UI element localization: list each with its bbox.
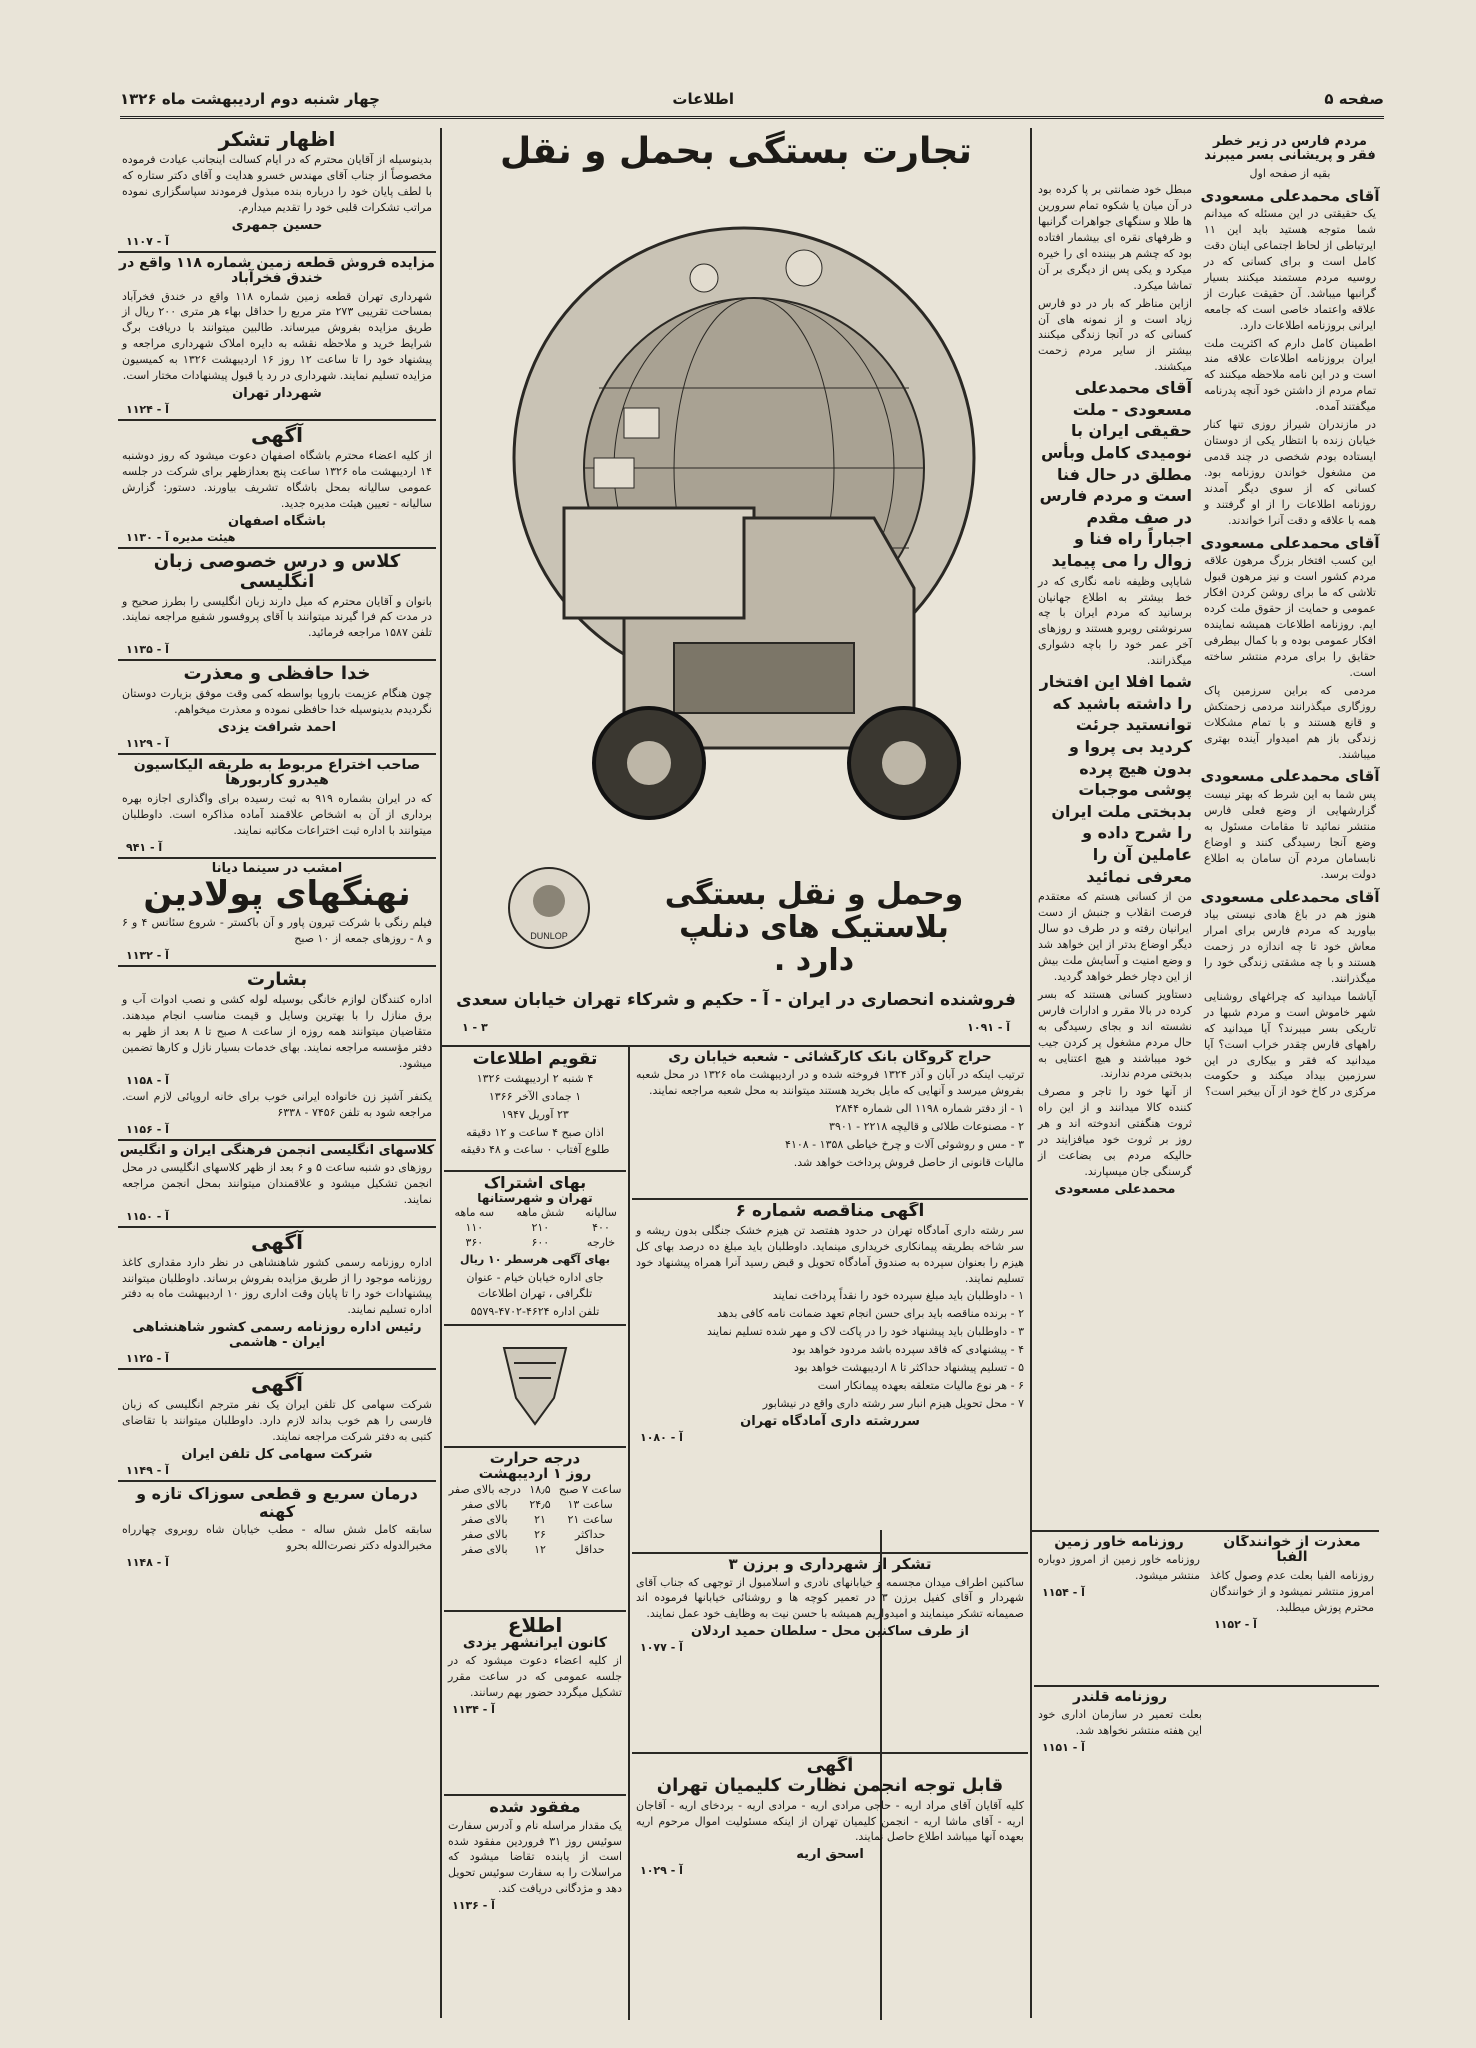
notice-title: روزنامه خاور زمین <box>1054 1535 1184 1550</box>
notice-qalandar <box>1034 1690 1206 1790</box>
subscription-table <box>444 1205 626 1250</box>
ad-reference: آ - ۱۱۳۲ <box>126 949 169 963</box>
notice-kanoon <box>444 1614 626 1796</box>
office-phones: تلفن اداره ۴۶۲۴-۴۷۰۲-۵۵۷۹ <box>470 1304 600 1318</box>
table-cell: بالای صفر <box>461 1542 508 1556</box>
table-cell: ۲۱۰ <box>531 1220 550 1234</box>
notice-body: ساکنین اطراف میدان مجسمه و خیابانهای نادری و اسلامبول از توجهی که جناب آقای شهردار و آقای کفیل برزن ۳ در تعمیر کوچه ها و روشنائی خیابانها فرموده اند صمیمانه تشکر مینمایند و امیدواریم همیشه با حسن نیت به وظایف خود عمل نمایند. <box>636 1575 1024 1621</box>
notice-title: صاحب اختراع مربوط به طریقه الیکاسیون هیدرو کاربورها <box>133 756 421 789</box>
signature: احمد شرافت یزدی <box>217 719 337 735</box>
calendar-row: ۲۳ آوریل ۱۹۴۷ <box>501 1107 569 1121</box>
notice-title: آگهی <box>806 1756 854 1776</box>
notice-body: سابقه کامل شش ساله - مطب خیابان شاه روبروی چهارراه مخبرالدوله دکتر نصرت‌الله بحرو <box>122 1523 432 1553</box>
paragraph: مبطل خود ضمانتی بر پا کرده بود در آن میان یا شکوه تمام سرورین ها طلا و سنگهای جواهرات گرانبها و ظرفهای نقره ای بیشمار افتاده بود که چشم هر بیننده ای را خیره میکرد و یکی پس از دیگری بر آن تماشا میکرد. <box>1038 183 1192 292</box>
list-item: ۲ - مصنوعات طلائی و قالیچه ۲۲۱۸ - ۳۹۰۱ <box>829 1120 1024 1134</box>
ad-tagline: بلاستیک های دنلپ <box>679 910 949 945</box>
ad-reference: آ - ۱۰۲۹ <box>640 1864 683 1878</box>
tender-notice <box>632 1202 1028 1554</box>
notice-title: معذرت از خوانندگان الفبا <box>1223 1535 1361 1566</box>
notice-body: روزهای دو شنبه ساعت ۵ و ۶ بعد از ظهر کلاسهای انگلیسی در محل انجمن تشکیل میشود و علاقمندان میتوانند بمحل انجمن مراجعه نمایند. <box>122 1160 432 1206</box>
dunlop-logo-emblem-icon <box>504 863 594 953</box>
column-divider <box>440 128 442 2018</box>
notice-title: اطلاع <box>507 1614 563 1637</box>
notice-note: مالیات قانونی از حاصل فروش پرداخت خواهد شد. <box>793 1156 1024 1170</box>
paragraph: از آنها خود را تاجر و مصرف کننده کالا میدانند و از این راه ثروت هنگفتی اندوخته اند و هر روز بر ثروت خود میافزایند در حالیکه مردم بی بضاعت از گرسنگی جان میسپارند. <box>1038 1085 1192 1179</box>
notice-title: مزایده فروش قطعه زمین شماره ۱۱۸ واقع در خندق فخرآباد <box>119 254 435 287</box>
table-cell: بالای صفر <box>461 1527 508 1541</box>
temperature-box <box>444 1450 626 1612</box>
lost-notice <box>444 1798 626 2018</box>
ad-tagline: دارد . <box>773 943 855 978</box>
subscription-subtitle: تهران و شهرستانها <box>477 1190 593 1205</box>
kalimian-notice <box>632 1756 1028 2018</box>
notice-body: بدینوسیله از آقایان محترم که در ایام کسالت اینجانب عیادت فرموده مخصوصاً از جناب آقای مهندس خسرو هدایت و آقای دکتر ستاره که با لطف پایان خود را درباره بنده مبذول فرمودند سپاسگزاری نموده مراتب تشکرات قلبی خود را تقدیم میدارم. <box>122 153 432 214</box>
notice-title: درمان سریع و قطعی سوزاک تازه و کهنه <box>136 1484 418 1521</box>
notice-body: شرکت سهامی کل تلفن ایران یک نفر مترجم انگلیسی که زبان فارسی را هم خوب بداند لازم دارد. داوطلبان میتوانند با تقاضای کتبی به دفتر شرکت مراجعه نمایند. <box>122 1398 432 1444</box>
notice-title: آگهی <box>251 1372 303 1397</box>
ad-reference: آ - ۱۱۳۶ <box>452 1899 495 1913</box>
paragraph: ازاین مناظر که بار در دو فارس زیاد است و از نمونه های آن کسانی که در آنجا زندگی میکنند بیشتر از سایر مردم زحمت میکشند. <box>1038 296 1192 374</box>
cinema-title: نهنگهای پولادین <box>143 873 411 914</box>
calendar-title: تقویم اطلاعات <box>472 1050 598 1069</box>
notice-title: اظهار تشکر <box>218 128 336 151</box>
temperature-title: درجه حرارت <box>489 1450 581 1467</box>
notice-body: اداره کنندگان لوازم خانگی بوسیله لوله کشی و نصب ادوات آب و برق منازل را با بهترین وسایل و قیمت مناسب انجام میدهند. متقاضیان میتوانند همه روزه از ساعت ۸ صبح تا ۸ بعد از ظهر به دفتر مؤسسه مراجعه نمایند. بهای خدمات بسیار نازل و کارها تضمین میشود. <box>122 992 432 1070</box>
list-item: ۶ - هر نوع مالیات متعلقه بعهده پیمانکار است <box>817 1379 1024 1393</box>
table-cell: ۱۲ <box>534 1542 546 1556</box>
table-header: سه ماهه <box>454 1205 495 1219</box>
ad-price: بهای آگهی هرسطر ۱۰ ریال <box>460 1252 610 1266</box>
notice-title: مفقود شده <box>489 1798 581 1816</box>
table-cell: بالای صفر <box>461 1497 508 1511</box>
ad-reference: آ - ۱۱۵۲ <box>1214 1617 1257 1631</box>
list-item: ۴ - پیشنهادی که فاقد سپرده باشد مردود خواهد بود <box>791 1343 1024 1357</box>
ad-reference: آ - ۱۱۲۹ <box>126 736 169 750</box>
ad-reference: آ - ۱۱۳۴ <box>452 1703 495 1717</box>
table-cell: ۴۰۰ <box>592 1220 610 1234</box>
brand-wordmark: DUNLOP <box>530 931 568 941</box>
article-farsi-continued <box>1034 180 1196 1525</box>
bold-paragraph: آقای محمدعلی مسعودی - ملت حقیقی ایران با نومیدی کامل وبأس مطلق در حال فنا است و مردم فارس در صف مقدم اجباراً راه فنا و زوال را می پیماید <box>1039 378 1192 570</box>
paragraph: یک حقیقتی در این مسئله که میدانم شما متوجه هستید باید این ۱۱ ایرتباطی از لحاظ اجتماعی اینان دقت کامل است و برای کسانی که در روسیه مردم مستمند میکنند بسیار گرانبها میباشد. آن حقیقت عبارت از علاقه واعتماد خاصی است که جامعه ایرانی بروزنامه اطلاعات دارد. <box>1204 207 1376 332</box>
paragraph: مردمی که براین سرزمین پاک روزگاری میگذرانند مردمی زحمتکش و قانع هستند و با تمام مشکلات زندگی باز هم امیدوار آینده بهتری میباشند. <box>1204 683 1376 761</box>
paragraph: من از کسانی هستم که معتقدم فرصت انقلاب و جنبش از دست ایرانیان رفته و در طرف دو سال دیگر اوضاع بدتر از این خواهد شد و وضع امنیت و آسایش ملت بیش از این دچار خطر خواهد گردید. <box>1038 890 1192 983</box>
ad-reference: آ - ۱۰۷۷ <box>640 1641 683 1655</box>
section-divider <box>1032 1530 1379 1532</box>
continued-note: بقیه از صفحه اول <box>1249 166 1331 180</box>
notice-body: چون هنگام عزیمت باروپا بواسطه کمی وقت موفق بزیارت دوستان نگردیدم بدینوسیله خدا حافظی نموده و معذرت میخواهم. <box>122 687 432 717</box>
ad-reference: آ - ۱۱۵۰ <box>126 1209 169 1223</box>
table-cell: حداکثر <box>575 1527 606 1541</box>
paragraph: هنوز هم در باغ هادی نیستی بیاد بیاورید که مردم فارس برای امرار معاش خود تا چه اندازه در زحمت هستند و با چه مشقتی زندگی خود را میگذرانند. <box>1204 908 1376 985</box>
table-header: شش ماهه <box>516 1205 565 1219</box>
ad-dealer: فروشنده انحصاری در ایران - آ - حکیم و شرکاء تهران خیابان سعدی <box>456 990 1016 1011</box>
ad-reference: هیئت مدیره آ - ۱۱۳۰ <box>126 530 236 544</box>
signature: شهردار تهران <box>232 386 322 402</box>
signature: از طرف ساکنین محل - سلطان حمید اردلان <box>690 1624 970 1640</box>
calendar-row: اذان صبح ۴ ساعت و ۱۲ دقیقه <box>466 1125 604 1139</box>
table-cell: ۱۱۰ <box>465 1220 484 1234</box>
paragraph: پس شما به این شرط که بهتر نیست گزارشهایی از وضع فعلی فارس منتشر نمائید تا مقامات مسئول به وضع آنجا رسیدگی کنند و اوضاع نابسامان مردم آن سامان به اطلاع دولت برسد. <box>1204 787 1376 881</box>
list-item: ۷ - محل تحویل هیزم انبار سر رشته داری واقع در نیشابور <box>762 1397 1024 1411</box>
ad-reference: آ - ۱۱۲۵ <box>126 1352 169 1366</box>
pawn-auction-notice <box>632 1050 1028 1200</box>
notice-body: از کلیه اعضاء دعوت میشود که در جلسه عمومی که در ساعت مقرر تشکیل میگردد حضور بهم رسانند. <box>448 1654 622 1700</box>
notice-body: از کلیه اعضاء محترم باشگاه اصفهان دعوت میشود که روز دوشنبه ۱۴ اردیبهشت ماه ۱۳۲۶ ساعت پنج بعدازظهر برای شرکت در جلسه عمومی سالیانه بمحل باشگاه تشریف بیاورند. دستور: گزارش سالیانه - تعیین هیئت مدیره جدید. <box>122 449 432 510</box>
signature: حسین جمهری <box>231 217 323 233</box>
ad-reference: آ - ۱۰۸۰ <box>640 1431 683 1444</box>
signature: سررشته داری آمادگاه تهران <box>740 1414 920 1429</box>
paragraph: این کسب افتخار بزرگ مرهون علاقه مردم کشور است و نیز مرهون قبول تلاشی که ما برای روشن کردن افکار عمومی و حمایت از حقوق ملت کرده ایم. روزنامه اطلاعات همیشه نماینده افکار عمومی بوده و با کمال بیطرفی حقایق را برای مردم منتشر ساخته است. <box>1204 554 1376 679</box>
ad-reference: آ - ۱۱۲۴ <box>126 403 169 417</box>
table-cell: ۲۶ <box>534 1527 546 1541</box>
temperature-subtitle: روز ۱ اردیبهشت <box>478 1465 592 1482</box>
notice-subtitle: کانون ایرانشهر یزدی <box>462 1635 608 1651</box>
table-cell: ۶۰۰ <box>531 1235 550 1249</box>
notice-body: سر رشته داری آمادگاه تهران در حدود هفتصد تن هیزم خشک جنگلی بدون ریشه و سر شاخه بطریقه پیمانکاری خریداری مینماید. داوطلبان باید مبلغ ده درصد بهای کل هیزم را بعنوان سپرده به صندوق آمادگاه تحویل و قبض رسید آنرا همراه پیشنهاد خود تسلیم نمایند. <box>636 1223 1024 1285</box>
signature: شرکت سهامی کل تلفن ایران <box>181 1447 373 1463</box>
notice-body: کلیه آقایان آقای مراد اریه - حاجی مرادی اریه - مرادی اریه - بردخای اریه - آقاجان اریه - آقای ماشا اریه - انجمن کلیمیان تهران از اینکه مسئولیت اموال مرحوم اریه بعهده آنها میباشد اطلاع حاصل نمایند. <box>636 1798 1024 1844</box>
list-item: ۳ - داوطلبان باید پیشنهاد خود را در پاکت لاک و مهر شده تسلیم نمایند <box>706 1325 1024 1339</box>
ad-reference: آ - ۱۱۴۹ <box>126 1464 169 1478</box>
office-address: جای اداره خیابان خیام - عنوان تلگرافی ، تهران اطلاعات <box>466 1270 604 1300</box>
paragraph: اطمینان کامل دارم که اکثریت ملت ایران بروزنامه اطلاعات علاقه مند است و در این نامه ملاحظه میکنند که تمام مردم از داشتن خود آنچه پدرنامه میگفتند آمده. <box>1204 336 1376 414</box>
ad-reference: آ - ۱۱۵۶ <box>126 1122 169 1136</box>
paragraph: شایاپی وظیفه نامه نگاری که در خط بیشتر به اطلاع جهانیان برسانید که مردم ایران با چه سرنوشتی روبرو هستند و روزهای آخر عمر خود را باچه دشواری میگذرانند. <box>1038 574 1192 668</box>
notice-body: یک مقدار مراسله نام و آدرس سفارت سوئیس روز ۳۱ فروردین مفقود شده است از یابنده تقاضا میشود که مراسلات را به سفارت سوئیس تحویل دهد و مژدگانی دریافت کند. <box>448 1818 622 1896</box>
notice-body: شهرداری تهران قطعه زمین شماره ۱۱۸ واقع در خندق فخرآباد بمساحت تقریبی ۲۷۳ متر مربع را حداقل بهاء هر متری ۲۰۰ ریال از طریق مزایده بفروش میرساند. طالبین میتوانند با دریافت برگ شرایط خرید و ملاحظه نقشه به دایره املاک شهرداری مراجعه و پیشنهاد خود را تا ساعت ۱۲ روز ۱۶ اردیبهشت ۱۳۲۶ به کمیسیون مزایده تسلیم نمایند. شهرداری در رد یا قبول پیشنهادات مختار است. <box>122 289 433 383</box>
subhead: آقای محمدعلی مسعودی <box>1200 533 1380 552</box>
subscription-title: بهای اشتراک <box>483 1174 587 1192</box>
table-cell: درجه بالای صفر <box>448 1482 521 1496</box>
page-header <box>120 86 1384 119</box>
issue-date: چهار شنبه دوم اردیبهشت ماه ۱۳۲۶ <box>120 90 380 108</box>
table-cell: حداقل <box>575 1542 605 1556</box>
notice-title: کلاسهای انگلیسی انجمن فرهنگی ایران و انگلیس <box>119 1142 435 1158</box>
dunlop-advertisement <box>444 128 1028 1040</box>
ad-reference: آ - ۱۱۵۱ <box>1042 1741 1085 1755</box>
ad-reference: آ - ۱۱۰۷ <box>126 234 169 248</box>
notice-body: ترتیب اینکه در آبان و آذر ۱۳۲۴ فروخته شده و در اردیبهشت ماه ۱۳۲۶ در محل شعبه بفروش میرسد و آنهایی که مایل بخرید هستند میتوانند به محل شعبه مراجعه نمایند. <box>636 1068 1025 1098</box>
paragraph: دستاویز کسانی هستند که بسر کرده در بالا مقرر و ادارات فارس نشسته اند و بجای رسیدگی به حال مردم مشغول پر کردن جیب خود میباشند و هیچ اعتنایی به بدبختی مردم ندارند. <box>1038 987 1192 1081</box>
notice-title: تشکر از شهرداری و برزن ۳ <box>728 1556 932 1573</box>
notice-title: روزنامه قلندر <box>1072 1690 1168 1705</box>
table-cell: ۲۴٫۵ <box>529 1497 551 1511</box>
column-divider <box>628 1045 630 2020</box>
notice-apology <box>1034 1535 1379 1687</box>
notice-title: خدا حافظی و معذرت <box>183 663 371 685</box>
list-item: ۱ - از دفتر شماره ۱۱۹۸ الی شماره ۲۸۴۴ <box>835 1102 1024 1116</box>
notice-body: اداره روزنامه رسمی کشور شاهنشاهی در نظر دارد مقداری کاغذ روزنامه موجود را از طریق مزایده بفروش برساند. داوطلبان میتوانند پیشنهادات خود را تا پایان وقت اداری روز ۱۰ اردیبهشت ماه به دفتر اداره تسلیم نمایند. <box>122 1255 432 1317</box>
signature: اسحق اریه <box>796 1847 864 1863</box>
notice-body: روزنامه الفبا بعلت عدم وصول کاغذ امروز منتشر نمیشود و از خوانندگان محترم پوزش میطلبد. <box>1210 1568 1374 1614</box>
subhead: آقای محمدعلی مسعودی <box>1200 186 1380 205</box>
ad-reference: آ - ۱۱۴۸ <box>126 1556 169 1570</box>
signature: باشگاه اصفهان <box>227 513 327 529</box>
notice-body: یکنفر آشپز زن خانواده ایرانی خوب برای خانه اروپائی لازم است. مراجعه شود به تلفن ۷۴۵۶ - ۶۳۳۸ <box>122 1089 432 1119</box>
signature: محمدعلی مسعودی <box>1054 1182 1176 1198</box>
section-divider <box>442 1045 1030 1047</box>
subhead: آقای محمدعلی مسعودی <box>1200 767 1380 786</box>
emblem-icon <box>444 1328 626 1446</box>
ad-tagline: وحمل و نقل بستگی <box>664 878 964 912</box>
notice-body: که در ایران بشماره ۹۱۹ به ثبت رسیده برای واگذاری اجازه بهره برداری از آن به اشخاص علاقمند آماده مذاکره است. داوطلبان میتوانند با اداره ثبت اختراعات مکاتبه نمایند. <box>122 791 432 837</box>
truck-globe-illustration <box>444 188 1028 888</box>
table-cell: ساعت ۲۱ <box>567 1512 613 1526</box>
article-headline: مردم فارس در زیر خطر فقر و پریشانی بسر میبرند <box>1204 135 1376 164</box>
emblem-box <box>444 1328 626 1448</box>
page-number: صفحه ۵ <box>1324 90 1384 108</box>
notice-body: روزنامه خاور زمین از امروز دوباره منتشر میشود. <box>1038 1553 1200 1583</box>
ad-reference: آ - ۱۱۵۴ <box>1042 1586 1085 1600</box>
dunlop-logo <box>504 863 594 953</box>
column-divider <box>1030 128 1032 2018</box>
bold-paragraph: شما افلا این افتخار را داشته باشید که توانستید جرئت کردید بی پروا و بدون هیچ پرده پوشی موجبات بدبختی ملت ایران را شرح داده و عاملین آن را معرفی نمائید <box>1039 672 1192 886</box>
table-cell: ۱۸٫۵ <box>529 1482 551 1496</box>
notice-body: بعلت تعمیر در سازمان اداری خود این هفته منتشر نخواهد شد. <box>1038 1708 1202 1738</box>
notice-subtitle: قابل توجه انجمن نظارت کلیمیان تهران <box>656 1774 1004 1796</box>
paragraph: در مازندران شیراز روزی تنها کنار خیابان زنده با انتظار یکی از دوستان ایستاده بودم شخصی در چند قدمی من مشغول خواندن روزنامه بود. کسانی که از سوی دیگر آمدند روزنامه اطلاعات را از او گرفتند و همه با علاقه و دقت آنرا خواندند. <box>1204 418 1376 527</box>
notice-body: بانوان و آقایان محترم که میل دارند زبان انگلیسی را بطرز صحیح و در مدت کم فرا گیرند میتوانند با آقای پروفسور شفیع مراجعه نمایند. تلفن ۱۵۸۷ مراجعه فرمائید. <box>122 594 432 640</box>
calendar-row: طلوع آفتاب ۰ ساعت و ۴۸ دقیقه <box>460 1143 610 1157</box>
table-cell: ساعت ۱۳ <box>567 1497 613 1511</box>
temperature-table <box>444 1482 626 1557</box>
ad-reference: آ - ۱۱۵۸ <box>126 1073 169 1087</box>
subscription-box <box>444 1174 626 1326</box>
ad-reference: آ - ۹۴۱ <box>126 840 163 854</box>
ad-headline: تجارت بستگی بحمل و نقل <box>500 131 972 172</box>
notice-title: آگهی مناقصه شماره ۶ <box>735 1202 925 1221</box>
list-item: ۵ - تسلیم پیشنهاد حداکثر تا ۸ اردیبهشت خواهد بود <box>793 1361 1024 1375</box>
list-item: ۳ - مس و روشوئی آلات و چرخ خیاطی ۱۳۵۸ - ۴۱۰۸ <box>785 1138 1024 1152</box>
notice-title: آگهی <box>251 423 303 448</box>
table-cell: ۳۶۰ <box>465 1235 484 1249</box>
notice-title: آگهی <box>251 1229 303 1254</box>
cinema-kicker: امشب در سینما دیانا <box>211 860 343 876</box>
table-cell: خارجه <box>586 1235 616 1249</box>
ad-reference: آ - ۱۱۳۵ <box>126 643 169 657</box>
table-cell: ساعت ۷ صبح <box>558 1482 622 1496</box>
ad-reference: آ - ۱۰۹۱ <box>967 1021 1010 1034</box>
classified-column <box>118 128 436 2018</box>
article-farsi <box>1200 135 1380 1530</box>
paragraph: آیاشما میدانید که چراغهای روشنایی شهر خاموش است و مردم شبها در تاریکی بسر میبرند؟ آیا میدانید که راههای فارس چقدر خراب است؟ آیا میدانید که فقر و بیکاری در این سرزمین بیداد میکند و حکومت مرکزی در کاخ خود از آن بیخبر است؟ <box>1204 989 1376 1099</box>
notice-title: کلاس و درس خصوصی زبان انگلیسی <box>153 550 401 592</box>
calendar-row: ۱ جمادی الآخر ۱۳۶۶ <box>488 1089 582 1103</box>
newspaper-name: اطلاعات <box>672 90 734 108</box>
ad-reference: ۱ - ۳ <box>462 1021 488 1034</box>
thanks-municipality <box>632 1556 1028 1754</box>
list-item: ۱ - داوطلبان باید مبلغ سپرده خود را نقداً پرداخت نمایند <box>772 1289 1024 1303</box>
signature: رئیس اداره روزنامه رسمی کشور شاهنشاهی ایران - هاشمی <box>132 1320 422 1351</box>
calendar-row: ۴ شنبه ۲ اردیبهشت ۱۳۲۶ <box>476 1071 594 1085</box>
notice-body: فیلم رنگی با شرکت تیرون پاور و آن باکستر - شروع سئانس ۴ و ۶ و ۸ - روزهای جمعه از ۱۰ صبح <box>122 916 432 946</box>
subhead: آقای محمدعلی مسعودی <box>1200 887 1380 906</box>
table-cell: ۲۱ <box>534 1512 546 1526</box>
table-cell: بالای صفر <box>461 1512 508 1526</box>
notice-title: حراج گروگان بانک کارگشائی - شعبه خیابان ری <box>668 1050 992 1065</box>
table-header: سالیانه <box>585 1205 617 1219</box>
calendar-box <box>444 1050 626 1172</box>
notice-title: بشارت <box>246 969 308 991</box>
list-item: ۲ - برنده مناقصه باید برای حسن انجام تعهد ضمانت نامه کافی بدهد <box>716 1307 1024 1321</box>
